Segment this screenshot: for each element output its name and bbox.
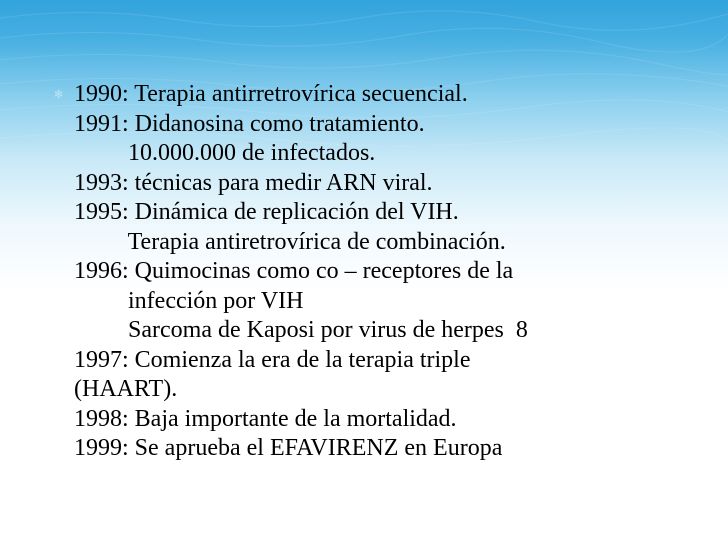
timeline-line-1993: 1993: técnicas para medir ARN viral. bbox=[74, 169, 433, 196]
timeline-line-1991-cont: 10.000.000 de infectados. bbox=[74, 140, 376, 166]
timeline-line-1998: 1998: Baja importante de la mortalidad. bbox=[74, 405, 457, 432]
timeline-list bbox=[60, 80, 700, 464]
timeline-line-1996-cont-2: Sarcoma de Kaposi por virus de herpes 8 bbox=[74, 317, 528, 343]
timeline-line-1995: 1995: Dinámica de replicación del VIH. bbox=[74, 199, 459, 225]
timeline-line-1996: 1996: Quimocinas como co – receptores de la bbox=[74, 258, 514, 284]
timeline-line-1991: 1991: Didanosina como tratamiento. bbox=[74, 110, 425, 137]
timeline-line-1996-cont-1: infección por VIH bbox=[74, 287, 304, 314]
timeline-line-1995-cont: Terapia antiretrovírica de combinación. bbox=[74, 228, 506, 255]
slide-body bbox=[54, 80, 700, 464]
snowflake-bullet-icon: ✻ bbox=[54, 88, 64, 101]
timeline-line-1997-cont: (HAART). bbox=[74, 376, 178, 402]
timeline-line-1990: 1990: Terapia antirretrovírica secuencial. bbox=[74, 81, 468, 107]
timeline-line-1999: 1999: Se aprueba el EFAVIRENZ en Europa bbox=[74, 435, 503, 461]
timeline-line-1997: 1997: Comienza la era de la terapia triple bbox=[74, 346, 471, 373]
